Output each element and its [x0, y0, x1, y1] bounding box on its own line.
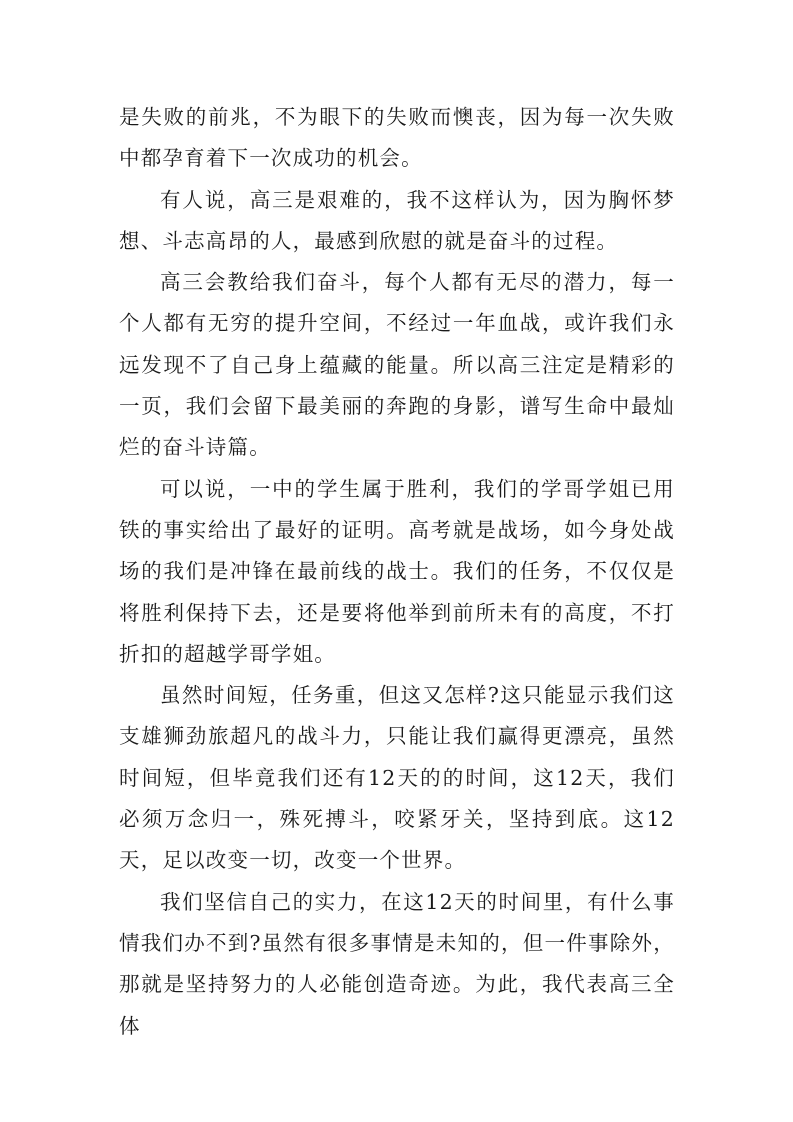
document-body: [119, 97, 675, 1047]
paragraph-continued: 是失败的前兆，不为眼下的失败而懊丧，因为每一次失败中都孕育着下一次成功的机会。: [119, 105, 675, 171]
paragraph: 有人说，高三是艰难的，我不这样认为，因为胸怀梦想、斗志高昂的人，最感到欣慰的就是奋斗的过程。: [119, 187, 675, 253]
paragraph: 可以说，一中的学生属于胜利，我们的学哥学姐已用铁的事实给出了最好的证明。高考就是战场，如今身处战场的我们是冲锋在最前线的战士。我们的任务，不仅仅是将胜利保持下去，还是要将他举到前所未有的高度，不打折扣的超越学哥学姐。: [119, 476, 675, 666]
paragraph: 虽然时间短，任务重，但这又怎样?这只能显示我们这支雄狮劲旅超凡的战斗力，只能让我们赢得更漂亮，虽然时间短，但毕竟我们还有12天的的时间，这12天，我们必须万念归一，殊死搏斗，咬紧牙关，坚持到底。这12天，足以改变一切，改变一个世界。: [119, 683, 675, 873]
paragraph: 我们坚信自己的实力，在这12天的时间里，有什么事情我们办不到?虽然有很多事情是未知的，但一件事除外，那就是坚持努力的人必能创造奇迹。为此，我代表高三全体: [119, 889, 675, 1038]
paragraph: 高三会教给我们奋斗，每个人都有无尽的潜力，每一个人都有无穷的提升空间，不经过一年血战，或许我们永远发现不了自己身上蕴藏的能量。所以高三注定是精彩的一页，我们会留下最美丽的奔跑的身影，谱写生命中最灿烂的奋斗诗篇。: [119, 270, 675, 460]
